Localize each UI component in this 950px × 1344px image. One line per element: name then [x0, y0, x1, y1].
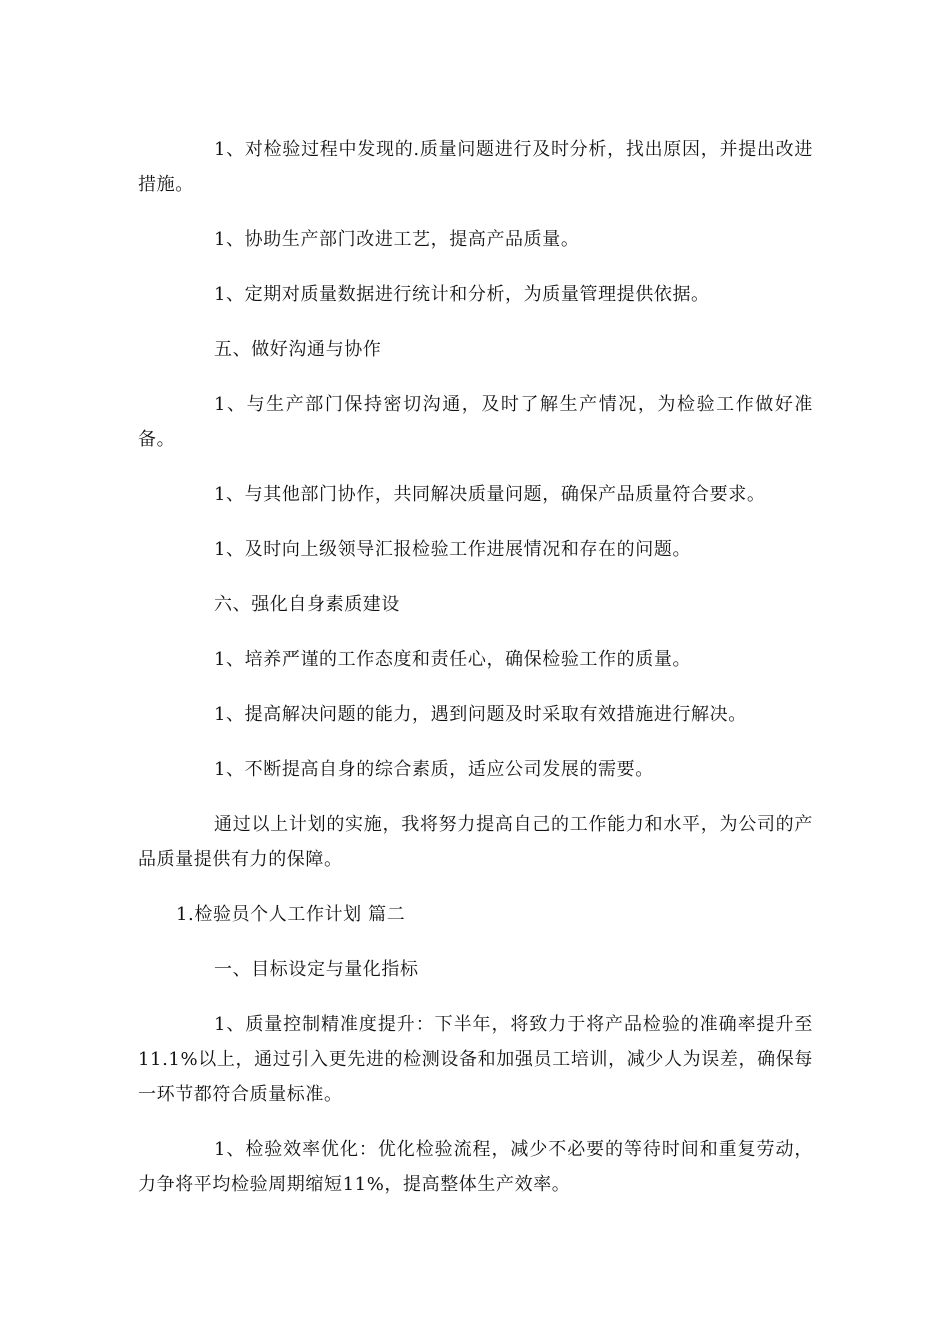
paragraph-assist-production: 1、协助生产部门改进工艺，提高产品质量。	[214, 229, 580, 250]
section-heading-communication: 五、做好沟通与协作	[214, 339, 382, 360]
section-heading-self-improvement: 六、强化自身素质建设	[214, 594, 400, 615]
paragraph-conclusion: 通过以上计划的实施，我将努力提高自己的工作能力和水平，为公司的产品质量提供有力的保障。	[138, 814, 813, 870]
section-heading-goals: 一、目标设定与量化指标	[214, 959, 419, 980]
paragraph-report-progress: 1、及时向上级领导汇报检验工作进展情况和存在的问题。	[214, 539, 692, 560]
article-title-part-two: 1.检验员个人工作计划 篇二	[176, 904, 406, 925]
paragraph-efficiency-goal: 1、检验效率优化：优化检验流程，减少不必要的等待时间和重复劳动，力争将平均检验周期缩短11%，提高整体生产效率。	[138, 1139, 813, 1195]
paragraph-attitude: 1、培养严谨的工作态度和责任心，确保检验工作的质量。	[214, 649, 692, 670]
paragraph-department-cooperation: 1、与其他部门协作，共同解决质量问题，确保产品质量符合要求。	[214, 484, 766, 505]
paragraph-problem-solving: 1、提高解决问题的能力，遇到问题及时采取有效措施进行解决。	[214, 704, 747, 725]
paragraph-accuracy-goal: 1、质量控制精准度提升：下半年，将致力于将产品检验的准确率提升至11.1%以上，通过引入更先进的检测设备和加强员工培训，减少人为误差，确保每一环节都符合质量标准。	[138, 1014, 813, 1105]
paragraph-statistics: 1、定期对质量数据进行统计和分析，为质量管理提供依据。	[214, 284, 710, 305]
paragraph-production-communication: 1、与生产部门保持密切沟通，及时了解生产情况，为检验工作做好准备。	[138, 394, 813, 450]
document-body	[138, 132, 813, 1222]
paragraph-overall-quality: 1、不断提高自身的综合素质，适应公司发展的需要。	[214, 759, 654, 780]
paragraph-analyze-issues: 1、对检验过程中发现的.质量问题进行及时分析，找出原因，并提出改进措施。	[138, 139, 813, 195]
